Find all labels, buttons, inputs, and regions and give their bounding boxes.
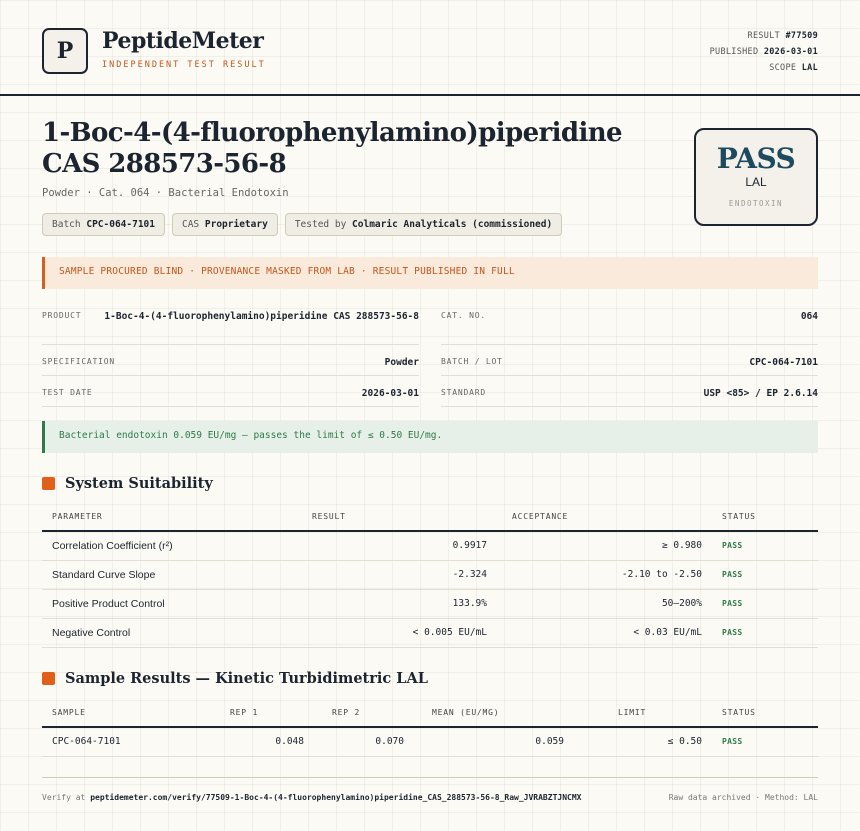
col-sample: SAMPLE xyxy=(42,699,182,727)
status-badge: PASS xyxy=(712,589,818,618)
col-rep1: REP 1 xyxy=(182,699,314,727)
table-row: Positive Product Control 133.9% 50–200% PASS xyxy=(42,589,818,618)
table-row: CPC-064-7101 0.048 0.070 0.059 ≤ 0.50 PASS xyxy=(42,727,818,756)
chip-tested-by: Tested by Colmaric Analyticals (commissioned) xyxy=(285,213,562,236)
verdict-word: PASS xyxy=(716,142,796,175)
verdict-category: ENDOTOXIN xyxy=(728,199,784,208)
status-badge: PASS xyxy=(712,618,818,647)
col-rep2: REP 2 xyxy=(314,699,414,727)
status-badge: PASS xyxy=(712,531,818,560)
meta-published: PUBLISHED 2026-03-01 xyxy=(709,47,818,57)
col-acceptance: ACCEPTANCE xyxy=(497,503,712,531)
section-sample-results: Sample Results — Kinetic Turbidimetric LAL xyxy=(42,670,428,687)
status-badge: PASS xyxy=(712,727,818,756)
chip-batch: Batch CPC-064-7101 xyxy=(42,213,165,236)
verdict-stamp xyxy=(694,128,818,226)
procurement-banner: SAMPLE PROCURED BLIND · PROVENANCE MASKED FROM LAB · RESULT PUBLISHED IN FULL xyxy=(42,257,818,289)
result-summary: Bacterial endotoxin 0.059 EU/mg — passes the limit of ≤ 0.50 EU/mg. xyxy=(42,421,818,453)
verdict-method: LAL xyxy=(745,175,767,189)
meta-scope: SCOPE LAL xyxy=(769,63,818,73)
sample-results-table xyxy=(42,699,818,757)
info-batch-lot: BATCH / LOT CPC-064-7101 xyxy=(441,345,818,376)
suitability-table xyxy=(42,503,818,648)
page-subtitle: Powder · Cat. 064 · Bacterial Endotoxin xyxy=(42,187,289,199)
report-header xyxy=(0,0,860,96)
info-product: PRODUCT 1-Boc-4-(4-fluorophenylamino)piperidine CAS 288573-56-8 xyxy=(42,307,419,345)
verify-link[interactable]: peptidemeter.com/verify/77509-1-Boc-4-(4-fluorophenylamino)piperidine_CAS_288573-56-8_Raw_JVRABZTJNCMX xyxy=(90,793,582,802)
info-cat-no: CAT. NO. 064 xyxy=(441,307,818,345)
report-footer xyxy=(42,777,818,802)
chip-cas: CAS Proprietary xyxy=(172,213,278,236)
info-standard: STANDARD USP <85> / EP 2.6.14 xyxy=(441,376,818,407)
status-badge: PASS xyxy=(712,560,818,589)
table-row: Standard Curve Slope -2.324 -2.10 to -2.50 PASS xyxy=(42,560,818,589)
verify-line: Verify at peptidemeter.com/verify/77509-1-Boc-4-(4-fluorophenylamino)piperidine_CAS_288573-56-8_Raw_JVRABZTJNCMX xyxy=(42,793,582,802)
info-specification: SPECIFICATION Powder xyxy=(42,345,419,376)
table-row: Negative Control < 0.005 EU/mL < 0.03 EU/mL PASS xyxy=(42,618,818,647)
section-system-suitability: System Suitability xyxy=(42,475,213,492)
footer-archive-note: Raw data archived · Method: LAL xyxy=(668,793,818,802)
brand-subtitle: INDEPENDENT TEST RESULT xyxy=(102,60,266,70)
info-test-date: TEST DATE 2026-03-01 xyxy=(42,376,419,407)
brand-name: PeptideMeter xyxy=(102,28,264,54)
col-result: RESULT xyxy=(282,503,497,531)
chip-row xyxy=(42,213,562,236)
section-marker-icon xyxy=(42,672,55,685)
col-status: STATUS xyxy=(712,503,818,531)
col-mean: MEAN (EU/MG) xyxy=(414,699,574,727)
section-marker-icon xyxy=(42,477,55,490)
table-row: Correlation Coefficient (r²) 0.9917 ≥ 0.980 PASS xyxy=(42,531,818,560)
brand-logo: P xyxy=(42,28,88,74)
col-limit: LIMIT xyxy=(574,699,712,727)
meta-result: RESULT #77509 xyxy=(747,31,818,41)
col-status: STATUS xyxy=(712,699,818,727)
page-title: 1-Boc-4-(4-fluorophenylamino)piperidine CAS 288573-56-8 xyxy=(42,118,622,179)
report-meta xyxy=(710,28,818,76)
col-parameter: PARAMETER xyxy=(42,503,282,531)
